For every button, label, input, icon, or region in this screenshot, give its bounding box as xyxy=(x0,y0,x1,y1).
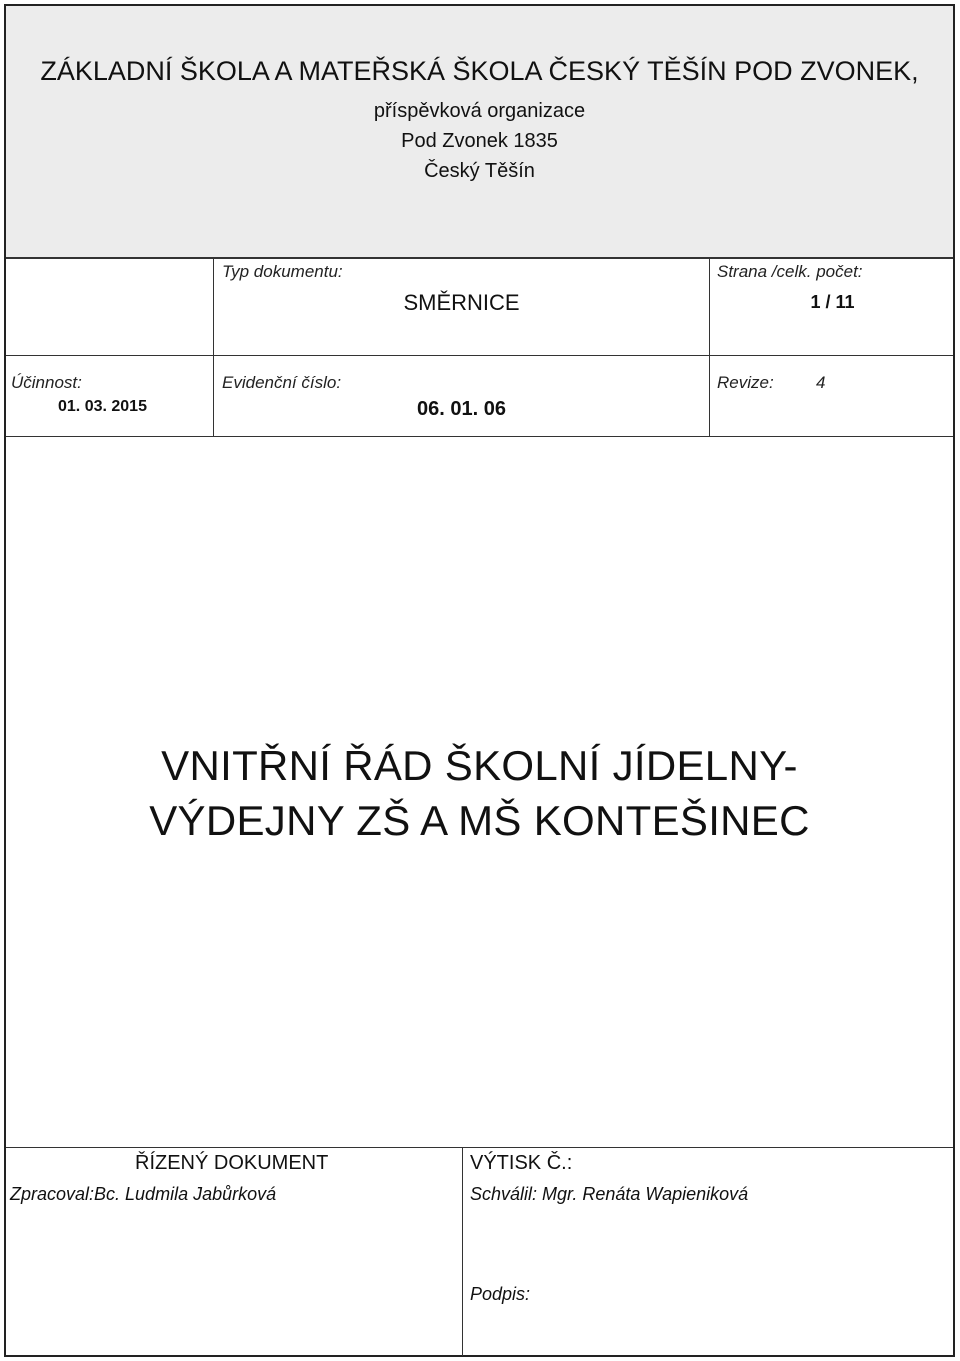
approved-by: Schválil: Mgr. Renáta Wapieniková xyxy=(470,1184,749,1204)
controlled-document-label: ŘÍZENÝ DOKUMENT xyxy=(135,1152,329,1174)
doc-type-label: Typ dokumentu: xyxy=(222,262,343,281)
footer-middle-divider xyxy=(462,1148,463,1356)
copy-number-label: VÝTISK Č.: xyxy=(470,1152,573,1174)
record-number-value: 06. 01. 06 xyxy=(417,398,506,420)
revision-label: Revize: xyxy=(717,373,774,392)
meta-bottom-divider xyxy=(6,436,953,437)
school-name: ZÁKLADNÍ ŠKOLA A MATEŘSKÁ ŠKOLA ČESKÝ TĚŠÍN POD ZVONEK, xyxy=(40,56,919,86)
school-city: Český Těšín xyxy=(424,160,535,182)
effective-label: Účinnost: xyxy=(11,373,82,392)
school-address: Pod Zvonek 1835 xyxy=(401,130,558,152)
page-count-value: 1 / 11 xyxy=(810,292,855,312)
signature-label: Podpis: xyxy=(470,1284,531,1304)
document-title-line-2: VÝDEJNY ZŠ A MŠ KONTEŠINEC xyxy=(149,797,810,844)
page-count-label: Strana /celk. počet: xyxy=(717,262,863,281)
document-title-line-1: VNITŘNÍ ŘÁD ŠKOLNÍ JÍDELNY- xyxy=(161,742,798,789)
revision-value: 4 xyxy=(816,373,826,392)
doc-type-value: SMĚRNICE xyxy=(403,290,520,315)
record-number-label: Evidenční číslo: xyxy=(222,373,342,392)
prepared-by: Zpracoval:Bc. Ludmila Jabůrková xyxy=(10,1184,277,1204)
effective-date: 01. 03. 2015 xyxy=(58,398,147,415)
meta-row-divider xyxy=(6,355,953,356)
header-divider xyxy=(6,257,953,259)
footer-top-divider xyxy=(6,1147,953,1148)
org-type: příspěvková organizace xyxy=(373,100,586,122)
meta-right-divider xyxy=(709,258,710,437)
